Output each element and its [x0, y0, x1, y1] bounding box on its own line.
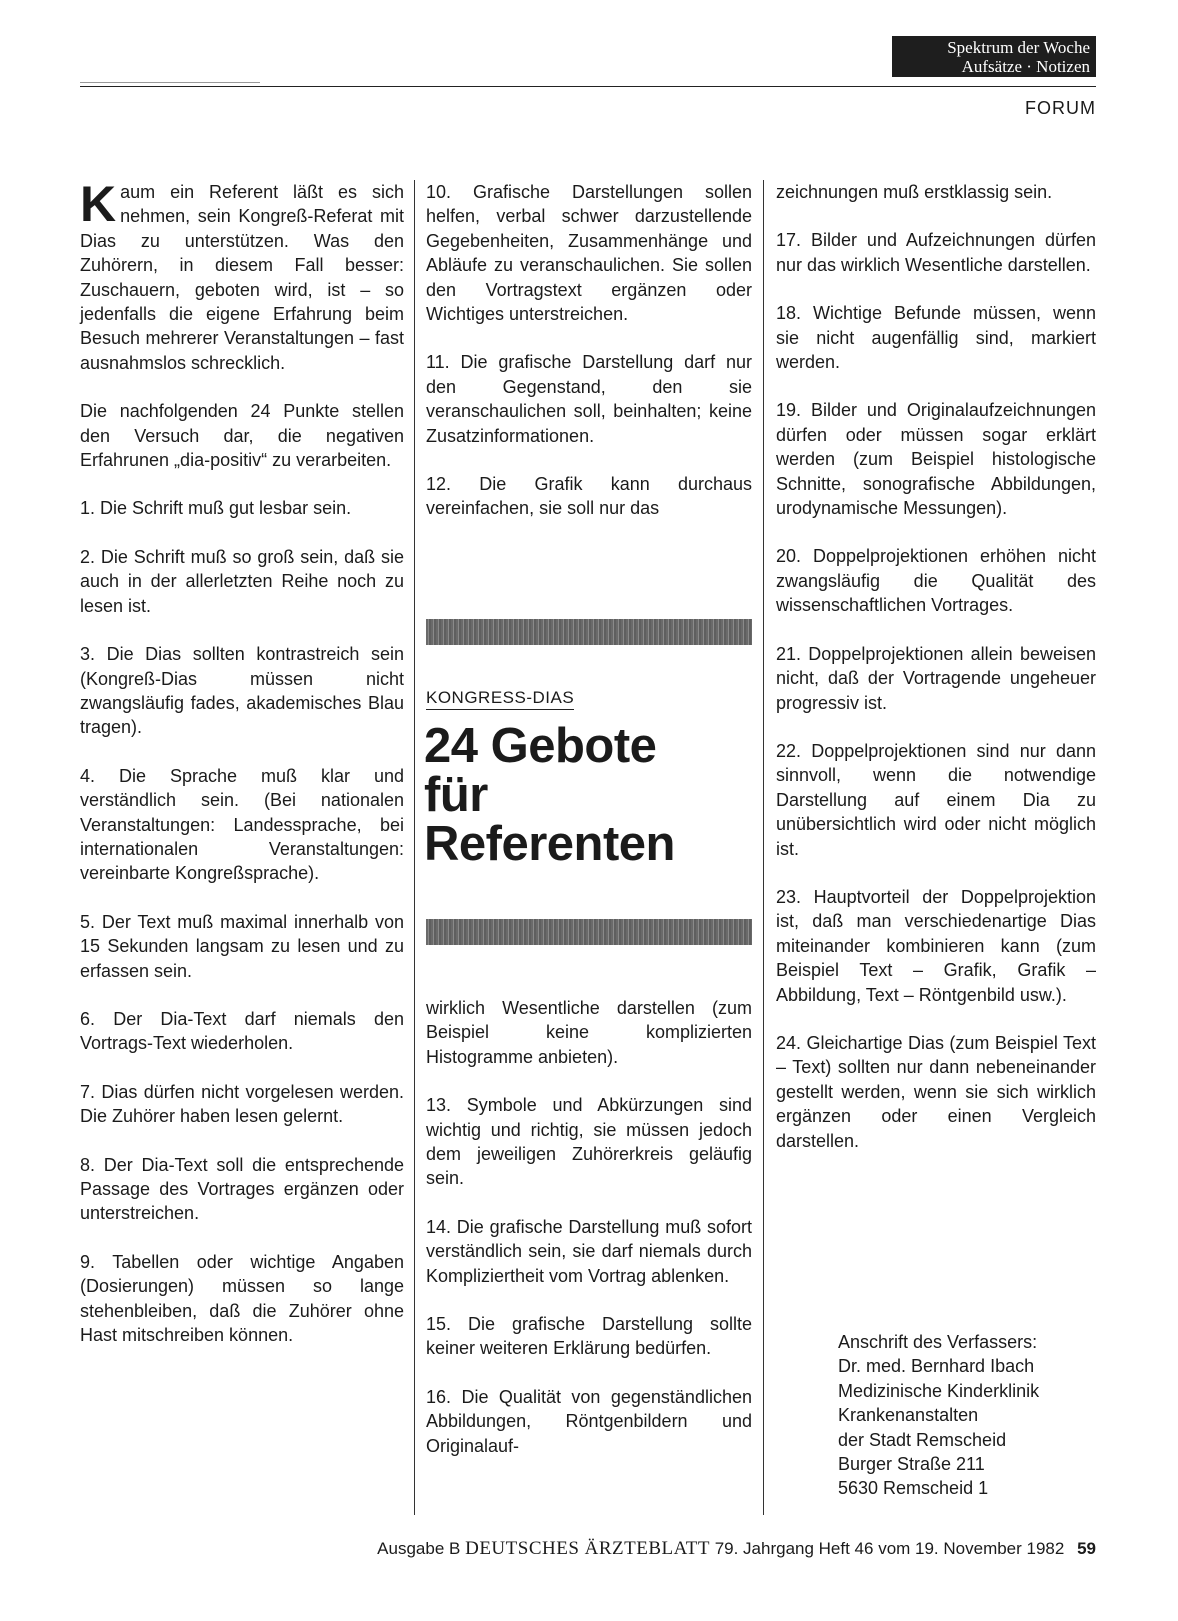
section-label-line2: Aufsätze · Notizen [961, 57, 1090, 76]
rule-item: 22. Doppelprojektionen sind nur dann sinnvoll, wenn die notwendige Darstellung auf einem Dia zu unübersichtlich wird oder nicht möglich ist. [776, 740, 1096, 859]
rule-item: 6. Der Dia-Text darf niemals den Vortrags-Text wiederholen. [80, 1008, 404, 1054]
headline-line: 24 Gebote [424, 719, 657, 773]
page-footer [230, 1538, 1096, 1560]
rule-item: 7. Dias dürfen nicht vorgelesen werden. Die Zuhörer haben lesen gelernt. [80, 1081, 404, 1127]
intro-text: aum ein Referent läßt es sich nehmen, sein Kongreß-Referat mit Dias zu unterstützen. Was den Zuhörern, in diesem Fall besser: Zuschauern, geboten wird, ist – so jedenfalls die eigene Erfahrung beim Besuch mehrerer Veranstaltungen – fast ausnahmslos schrecklich. [80, 182, 404, 373]
drop-cap: K [80, 176, 117, 232]
rule-item: 9. Tabellen oder wichtige Angaben (Dosierungen) müssen so lange stehenbleiben, daß die Zuhörer ohne Hast mitschreiben können. [80, 1251, 404, 1346]
rule-item: 16. Die Qualität von gegenständlichen Abbildungen, Röntgenbildern und Originalauf- [426, 1386, 752, 1456]
article-column-2-top [426, 180, 752, 545]
headline-line: für [424, 768, 488, 822]
footer-edition: Ausgabe B [377, 1539, 461, 1558]
rule-item: 21. Doppelprojektionen allein beweisen nicht, daß der Vortragende ungeheuer progressiv ist. [776, 643, 1096, 713]
rule-item: 11. Die grafische Darstellung darf nur den Gegenstand, den sie veranschaulichen soll, beinhalten; keine Zusatzinformationen. [426, 352, 752, 446]
address-line: der Stadt Remscheid [838, 1429, 1007, 1450]
rule-item: 1. Die Schrift muß gut lesbar sein. [80, 498, 352, 519]
rule-item: 4. Die Sprache muß klar und verständlich sein. (Bei nationalen Veranstaltungen: Landessprache, bei internationalen Veranstaltungen: vereinbarte Kongreßsprache). [80, 765, 404, 884]
intro-paragraph-2: Die nachfolgenden 24 Punkte stellen den Versuch dar, die negativen Erfahrunen „dia-positiv“ zu verarbeiten. [80, 401, 404, 471]
article-headline [424, 719, 754, 871]
rubric-label: FORUM [1025, 98, 1096, 118]
header-rule [80, 86, 1096, 87]
rule-item: 13. Symbole und Abkürzungen sind wichtig und richtig, sie müssen jedoch dem jeweiligen Zuhörerkreis geläufig sein. [426, 1095, 752, 1189]
headline-bar-bottom [426, 919, 752, 945]
rule-item: 15. Die grafische Darstellung sollte keiner weiteren Erklärung bedürfen. [426, 1314, 752, 1359]
rule-item: 8. Der Dia-Text soll die entsprechende Passage des Vortrages ergänzen oder unterstreichen. [80, 1154, 404, 1224]
address-line: Burger Straße 211 [838, 1454, 985, 1475]
author-address [838, 1330, 1108, 1501]
header-rule-light [80, 82, 260, 83]
rule-item: 23. Hauptvorteil der Doppelprojektion ist, daß man verschiedenartige Dias miteinander kombinieren kann (zum Beispiel Text – Grafik, Grafik – Abbildung, Text – Röntgenbild usw.). [776, 886, 1096, 1005]
footer-issue: 79. Jahrgang Heft 46 vom 19. November 1982 [714, 1539, 1065, 1558]
address-line: Medizinische Kinderklinik [838, 1380, 1040, 1401]
rule-item: 2. Die Schrift muß so groß sein, daß sie auch in der allerletzten Reihe noch zu lesen ist. [80, 546, 404, 616]
section-label-box [892, 36, 1096, 77]
address-line: Krankenanstalten [838, 1405, 979, 1426]
rule-item: 5. Der Text muß maximal innerhalb von 15 Sekunden langsam zu lesen und zu erfassen sein. [80, 911, 404, 981]
column-divider-2 [763, 180, 764, 1515]
rule-item: wirklich Wesentliche darstellen (zum Beispiel keine komplizierten Histogramme anbieten). [426, 998, 752, 1067]
rule-item: 20. Doppelprojektionen erhöhen nicht zwangsläufig die Qualität des wissenschaftlichen Vortrages. [776, 546, 1096, 616]
article-column-1 [80, 176, 404, 1371]
rule-item: zeichnungen muß erstklassig sein. [776, 182, 1053, 202]
rule-item: 24. Gleichartige Dias (zum Beispiel Text – Text) sollten nur dann nebeneinander gestellt werden, wenn sie sich wirklich ergänzen oder einen Vergleich darstellen. [776, 1032, 1096, 1151]
rule-item: 14. Die grafische Darstellung muß sofort verständlich sein, sie darf niemals durch Kompliziertheit vom Vortrag ablenken. [426, 1216, 752, 1286]
rule-item: 19. Bilder und Originalaufzeichnungen dürfen oder müssen sogar erklärt werden (zum Beispiel histologische Schnitte, sonografische Abbildungen, urodynamische Messungen). [776, 400, 1096, 519]
rule-item: 17. Bilder und Aufzeichnungen dürfen nur das wirklich Wesentliche darstellen. [776, 230, 1096, 275]
rule-item: 18. Wichtige Befunde müssen, wenn sie nicht augenfällig sind, markiert werden. [776, 303, 1096, 373]
article-column-3 [776, 180, 1096, 1177]
page-number: 59 [1077, 1539, 1096, 1558]
address-line: 5630 Remscheid 1 [838, 1478, 989, 1499]
address-line: Dr. med. Bernhard Ibach [838, 1356, 1035, 1377]
rule-item: 10. Grafische Darstellungen sollen helfen, verbal schwer darzustellende Gegebenheiten, Zusammenhänge und Abläufe zu veranschaulichen. Sie sollen den Vortragstext ergänzen oder Wichtiges unterstreichen. [426, 182, 752, 325]
article-kicker: KONGRESS-DIAS [426, 688, 574, 710]
footer-publication: DEUTSCHES ÄRZTEBLATT [465, 1538, 710, 1559]
address-line: Anschrift des Verfassers: [838, 1332, 1038, 1352]
rule-item: 12. Die Grafik kann durchaus vereinfachen, sie soll nur das [426, 474, 752, 519]
column-divider-1 [414, 180, 415, 1515]
rule-item: 3. Die Dias sollten kontrastreich sein (Kongreß-Dias müssen nicht zwangsläufig fades, akademisches Blau tragen). [80, 644, 404, 738]
intro-paragraph [80, 176, 404, 375]
section-label-line1: Spektrum der Woche [947, 38, 1090, 57]
article-column-2-bottom [426, 996, 752, 1482]
headline-bar-top [426, 619, 752, 645]
headline-line: Referenten [424, 817, 675, 871]
